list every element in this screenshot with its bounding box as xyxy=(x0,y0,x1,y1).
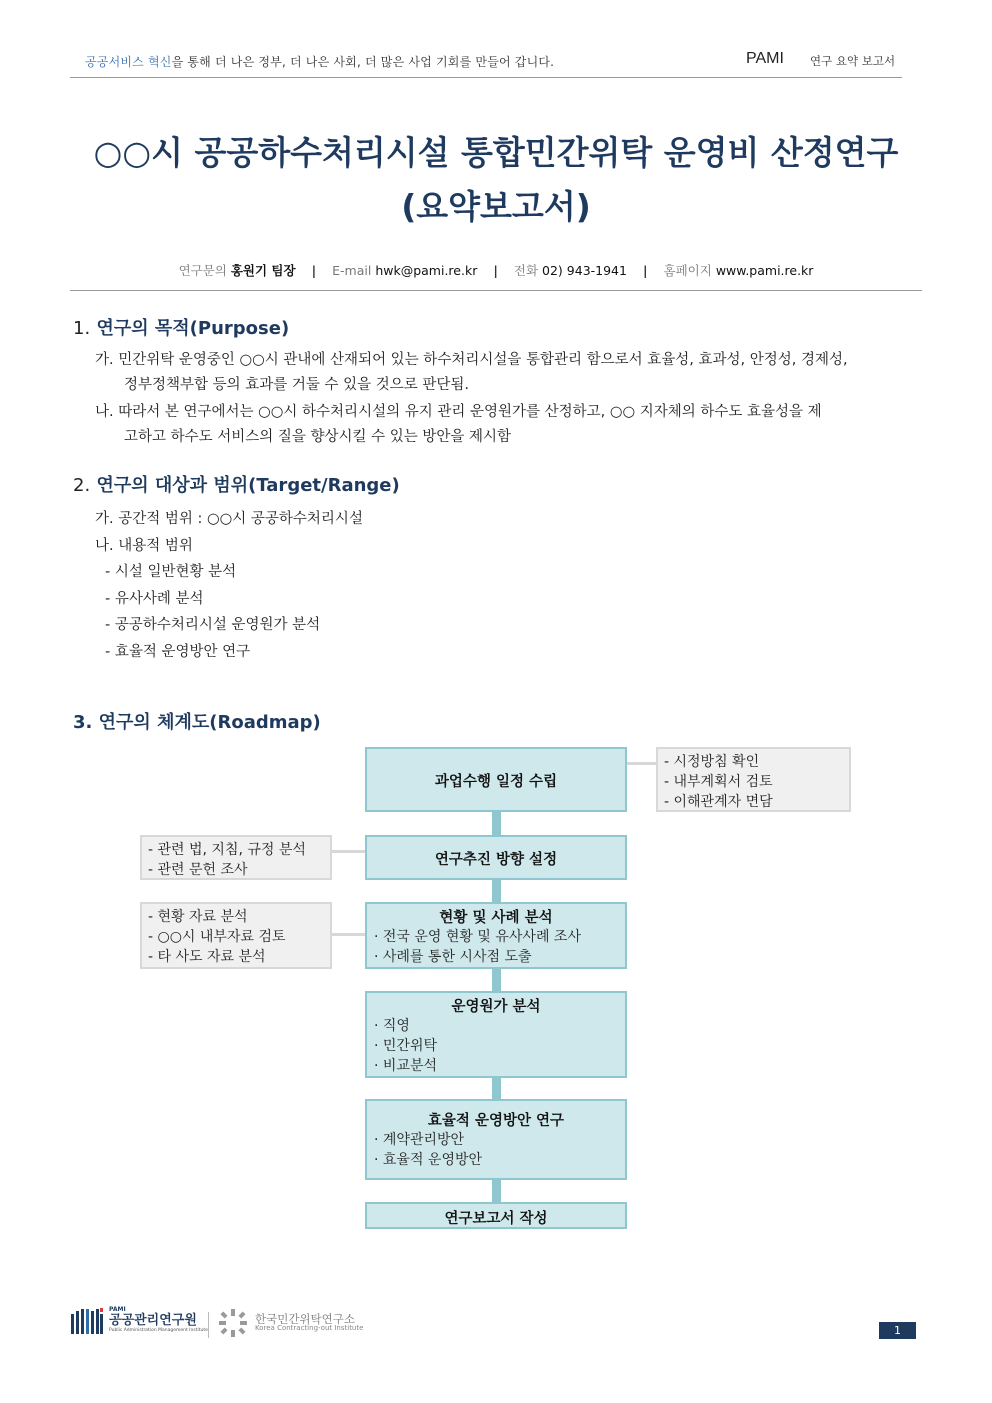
list-item: 나. 내용적 범위 xyxy=(95,537,193,554)
section-title: 연구의 대상과 범위(Target/Range) xyxy=(96,475,400,496)
step-title: 연구보고서 작성 xyxy=(444,1211,548,1227)
paragraph-line: 가. 민간위탁 운영중인 ○○시 관내에 산재되어 있는 하수처리시설을 통합관리 함으로서 효율성, 효과성, 안정성, 경제성, xyxy=(95,352,848,368)
logo-small-text: PAMI xyxy=(109,1305,126,1313)
note-item: - 내부계획서 검토 xyxy=(664,774,773,790)
step-item: · 사례를 통한 시사점 도출 xyxy=(374,949,532,965)
roadmap-step-efficiency xyxy=(365,1099,627,1180)
logo-name: 공공관리연구원 xyxy=(109,1312,197,1328)
note-connector xyxy=(330,850,367,853)
logo-english: Public Administration Management Institute xyxy=(109,1327,208,1333)
kcoi-logo-icon xyxy=(216,1308,250,1338)
kcoi-logo xyxy=(216,1308,363,1338)
section-number: 2. xyxy=(73,475,91,496)
side-note-direction xyxy=(140,835,332,880)
step-title: 효율적 운영방안 연구 xyxy=(427,1113,565,1129)
step-item: · 전국 운영 현황 및 유사사례 조사 xyxy=(374,929,581,945)
section-1-body xyxy=(95,348,925,450)
header-tagline xyxy=(85,53,554,70)
step-item: · 비교분석 xyxy=(374,1058,437,1074)
section-title: 연구의 목적(Purpose) xyxy=(96,318,290,339)
roadmap-step-direction xyxy=(365,835,627,880)
note-item: - 현황 자료 분석 xyxy=(148,909,248,925)
logo-english: Korea Contracting-out Institute xyxy=(255,1324,364,1333)
list-item: 가. 공간적 범위 : ○○시 공공하수처리시설 xyxy=(95,511,363,527)
footer-logo-divider xyxy=(208,1312,209,1338)
phone-value: 02) 943-1941 xyxy=(542,263,627,278)
list-item: - 공공하수처리시설 운영원가 분석 xyxy=(105,617,321,633)
roadmap-step-report xyxy=(365,1202,627,1229)
tagline-accent: 공공서비스 혁신 xyxy=(85,55,172,69)
list-item: - 시설 일반현황 분석 xyxy=(105,564,237,580)
document-subtitle: (요약보고서) xyxy=(401,187,591,226)
flow-connector xyxy=(492,968,501,993)
section-number: 3. xyxy=(73,712,93,733)
contact-divider xyxy=(70,290,922,291)
homepage-value[interactable]: www.pami.re.kr xyxy=(715,263,814,278)
side-note-schedule xyxy=(656,747,851,812)
list-item: - 효율적 운영방안 연구 xyxy=(105,643,251,660)
phone-label: 전화 xyxy=(513,263,539,278)
flow-connector xyxy=(492,879,501,904)
step-item: · 계약관리방안 xyxy=(374,1132,465,1148)
email-value[interactable]: hwk@pami.re.kr xyxy=(375,263,478,278)
flow-connector xyxy=(492,1076,501,1101)
section-2-body xyxy=(95,506,363,665)
inquiry-value: 홍원기 팀장 xyxy=(230,263,296,278)
section-1-heading xyxy=(73,314,289,340)
step-title: 과업수행 일정 수립 xyxy=(434,774,558,790)
pami-logo-icon xyxy=(70,1306,104,1334)
pami-logo xyxy=(70,1306,208,1334)
step-item: · 민간위탁 xyxy=(374,1038,437,1054)
separator: | xyxy=(642,263,648,278)
note-item: - 타 사도 자료 분석 xyxy=(148,949,266,965)
note-item: - 관련 문헌 조사 xyxy=(148,862,248,878)
flow-connector xyxy=(492,1179,501,1204)
inquiry-label: 연구문의 xyxy=(178,263,227,278)
step-title: 현황 및 사례 분석 xyxy=(439,910,553,926)
side-note-analysis xyxy=(140,902,332,969)
paragraph-line: 나. 따라서 본 연구에서는 ○○시 하수처리시설의 유지 관리 운영원가를 산정하고, ○○ 지자체의 하수도 효율성을 제 xyxy=(95,404,822,420)
note-item: - 시정방침 확인 xyxy=(664,754,760,770)
section-title: 연구의 체계도(Roadmap) xyxy=(98,712,321,733)
paragraph-line: 정부정책부합 등의 효과를 거둘 수 있을 것으로 판단됨. xyxy=(124,377,470,393)
separator: | xyxy=(311,263,317,278)
paragraph-line: 고하고 하수도 서비스의 질을 향상시킬 수 있는 방안을 제시함 xyxy=(124,429,512,445)
section-3-heading xyxy=(73,708,321,734)
note-item: - 관련 법, 지침, 규정 분석 xyxy=(148,842,306,858)
roadmap-step-cost xyxy=(365,991,627,1078)
note-connector xyxy=(626,762,658,765)
tagline-text: 을 통해 더 나은 정부, 더 나은 사회, 더 많은 사업 기회를 만들어 갑니다. xyxy=(171,55,555,69)
step-item: · 효율적 운영방안 xyxy=(374,1152,483,1168)
step-title: 연구추진 방향 설정 xyxy=(434,852,558,868)
section-number: 1. xyxy=(73,318,91,339)
step-item: · 직영 xyxy=(374,1018,410,1034)
homepage-label: 홈페이지 xyxy=(663,263,712,278)
logo-name: 한국민간위탁연구소 xyxy=(255,1311,355,1326)
list-item: - 유사사례 분석 xyxy=(105,590,204,607)
step-title: 운영원가 분석 xyxy=(451,999,541,1015)
flow-connector xyxy=(492,811,501,837)
header-report-type: 연구 요약 보고서 xyxy=(810,54,896,68)
header-divider xyxy=(70,77,902,78)
note-item: - ○○시 내부자료 검토 xyxy=(148,929,286,945)
contact-bar xyxy=(0,261,992,279)
header-brand: PAMI xyxy=(746,50,784,67)
note-item: - 이해관계자 면담 xyxy=(664,794,773,810)
email-label: E-mail xyxy=(332,263,372,278)
separator: | xyxy=(493,263,498,278)
document-title: ○○시 공공하수처리시설 통합민간위탁 운영비 산정연구 xyxy=(93,133,899,172)
roadmap-step-analysis xyxy=(365,902,627,969)
note-connector xyxy=(330,933,367,936)
section-2-heading xyxy=(73,471,400,497)
page-number: 1 xyxy=(879,1322,916,1339)
roadmap-step-schedule xyxy=(365,747,627,812)
